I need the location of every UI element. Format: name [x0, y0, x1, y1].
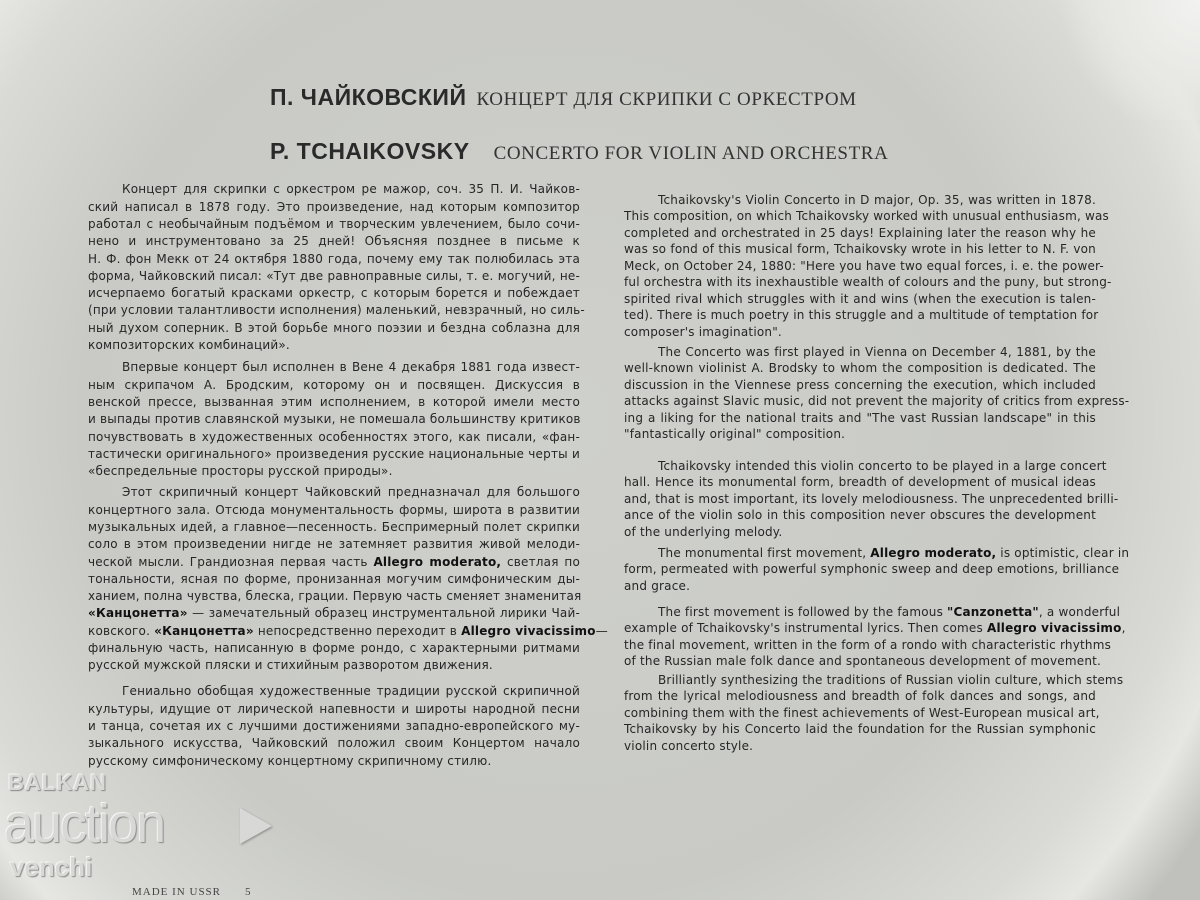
text-line: ский написал в 1878 году. Это произведение, над которым композитор — [88, 199, 580, 214]
text-line: «Канцонетта» — замечательный образец инструментальной лирики Чай- — [88, 606, 580, 621]
text-line: исчерпаемо богатый красками оркестр, с которым борется и побеждает — [88, 286, 580, 301]
text-line: the final movement, written in the form of a rondo with characteristic rhythms — [624, 637, 1112, 652]
bold-term: Allegro vivacissimo — [461, 623, 596, 638]
text-line: ковского. «Канцонетта» непосредственно переходит в Allegro vivacissimo— — [88, 623, 608, 638]
text-line: форма, Чайковский писал: «Тут две равноправные силы, т. е. могучий, не- — [88, 268, 580, 283]
text-line: тональности, ясная по форме, пронизанная могучим симфоническим ды- — [88, 571, 580, 586]
page-number: 5 — [245, 886, 252, 898]
watermark-auction: auction — [4, 794, 165, 854]
english-paragraph — [624, 344, 1130, 443]
text-line: well-known violinist A. Brodsky to whom the composition is dedicated. The — [624, 361, 1096, 376]
text-line: was so fond of this musical form, Tchaikovsky wrote in his letter to N. F. von — [624, 242, 1096, 257]
watermark-balkan: BALKAN — [8, 770, 107, 795]
bold-term: Allegro moderato, — [373, 554, 502, 569]
russian-column — [88, 0, 608, 770]
footer — [132, 886, 252, 898]
text-line: финальную часть, написанную в форме рондо, с характерными ритмами — [88, 641, 580, 656]
text-line: почувствовать в художественных особенностях этого, как писали, «фан- — [88, 429, 580, 444]
text-line: ханием, полна чувства, блеска, грации. Первую часть сменяет знаменитая — [88, 589, 582, 604]
russian-paragraph — [88, 683, 580, 769]
bold-term: «Канцонетта» — [88, 606, 188, 621]
text-line: completed and orchestrated in 25 days! Explaining later the reason why he — [624, 225, 1096, 240]
bold-term: Allegro moderato, — [870, 545, 997, 560]
text-line: and grace. — [624, 578, 691, 593]
text-line: русскому симфоническому концертному скрипичному стилю. — [88, 753, 492, 768]
composer-name-en: P. TCHAIKOVSKY — [270, 138, 470, 164]
text-line: ческой мысли. Грандиозная первая часть Allegro moderato, светлая по — [88, 554, 580, 569]
watermark-venchi: venchi — [10, 852, 93, 882]
text-line: музыкальных идей, а главное—песенность. Беспримерный полет скрипки — [88, 519, 580, 534]
text-line: Н. Ф. фон Мекк от 24 октября 1880 года, почему ему так полюбилась эта — [88, 251, 580, 266]
text-line: form, permeated with powerful symphonic sweep and deep emotions, brilliance — [624, 562, 1120, 577]
english-paragraph — [624, 604, 1126, 670]
text-line: This composition, on which Tchaikovsky worked with unusual enthusiasm, was — [624, 209, 1110, 224]
text-line: composer's imagination". — [624, 324, 782, 339]
text-line: концертного зала. Отсюда монументальность формы, широта в развитии — [88, 502, 580, 517]
text-line: The Concerto was first played in Vienna on December 4, 1881, by the — [658, 344, 1096, 359]
text-line: Tchaikovsky's Violin Concerto in D major, Op. 35, was written in 1878. — [658, 192, 1096, 207]
english-paragraph — [624, 545, 1130, 595]
text-line: Brilliantly synthesizing the traditions of Russian violin culture, which stems — [658, 672, 1124, 687]
text-line: and, that is most important, its lovely melodiousness. The unprecedented brilli- — [624, 491, 1119, 506]
composer-name-ru: П. ЧАЙКОВСКИЙ — [270, 84, 467, 110]
text-line: The first movement is followed by the famous "Canzonetta", a wonderful — [658, 604, 1121, 619]
text-line: violin concerto style. — [624, 738, 754, 753]
text-line: attacks against Slavic music, did not prevent the majority of critics from express- — [624, 394, 1130, 409]
watermark-play-icon — [240, 808, 272, 844]
text-line: зыкального искусства, Чайковский положил своим Концертом начало — [88, 736, 580, 751]
text-line: ным скрипачом А. Бродским, которому он и посвящен. Дискуссия в — [88, 377, 580, 392]
text-line: культуры, идущие от лирической напевности и широты народной песни — [88, 701, 580, 716]
english-paragraph — [624, 672, 1124, 755]
text-line: тастически оригинального» произведения русские национальные черты и — [88, 446, 580, 461]
text-line: spirited rival which struggles with it and wins (when the execution is talen- — [624, 291, 1096, 306]
text-line: hall. Hence its monumental form, breadth of development of musical ideas — [624, 475, 1096, 490]
english-paragraph — [624, 458, 1119, 541]
text-line: Гениально обобщая художественные традиции русской скрипичной — [122, 684, 580, 699]
text-line: Meck, on October 24, 1880: "Here you have two equal forces, i. e. the power- — [624, 258, 1104, 273]
text-line: (при условии талантливости исполнения) маленький, невзрачный, но силь- — [88, 303, 585, 318]
text-line: ful orchestra with its inexhaustible wealth of colours and the puny, but strong- — [624, 275, 1112, 290]
text-line: ing a liking for the national traits and "The vast Russian landscape" in this — [624, 410, 1096, 425]
russian-paragraph — [88, 484, 608, 674]
text-line: combining them with the finest achievements of West-European musical art, — [624, 705, 1100, 720]
text-line: и выпады против славянской музыки, не помешала большинству критиков — [88, 412, 581, 427]
text-line: работал с необычайным подъёмом и творческим увлечением, было сочи- — [88, 216, 580, 231]
english-paragraph — [624, 192, 1112, 341]
text-line: ance of the violin solo in this composition never obscures the development — [624, 508, 1096, 523]
text-line: Этот скрипичный концерт Чайковский предназначал для большого — [122, 485, 580, 500]
text-line: «беспредельные просторы русской природы». — [88, 464, 393, 479]
text-line: The monumental first movement, Allegro moderato, is optimistic, clear in — [658, 545, 1130, 560]
text-line: ted). There is much poetry in this struggle and a multitude of temptation for — [624, 308, 1099, 323]
text-line: discussion in the Viennese press concerning the execution, which included — [624, 377, 1096, 392]
text-line: и танца, сочетая их с лучшими достижениями западно-европейского му- — [88, 718, 580, 733]
text-line: нено и инструментовано за 25 дней! Объясняя позднее в письме к — [88, 234, 580, 249]
text-line: Tchaikovsky by his Concerto laid the foundation for the Russian symphonic — [624, 722, 1096, 737]
bold-term: "Canzonetta" — [947, 604, 1039, 619]
made-in-ussr: MADE IN USSR — [132, 886, 222, 898]
text-line: венской прессе, вызванная этим исполнением, в которой имели место — [88, 394, 580, 409]
text-line: русской мужской пляски и стихийным разворотом движения. — [88, 658, 493, 673]
text-line: from the lyrical melodiousness and breadth of folk dances and songs, and — [624, 689, 1096, 704]
text-line: Концерт для скрипки с оркестром ре мажор, соч. 35 П. И. Чайков- — [122, 182, 580, 197]
text-line: композиторских комбинаций». — [88, 338, 290, 353]
work-title-en: CONCERTO FOR VIOLIN AND ORCHESTRA — [493, 143, 889, 164]
russian-paragraph — [88, 359, 580, 480]
english-column — [624, 0, 1130, 770]
bold-term: Allegro vivacissimo — [986, 621, 1122, 636]
text-line: "fantastically original" composition. — [624, 427, 846, 442]
text-line: Впервые концерт был исполнен в Вене 4 декабря 1881 года извест- — [122, 360, 580, 375]
text-line: ный духом соперник. В этой борьбе много поэзии и бездна соблазна для — [88, 320, 580, 335]
work-title-ru: КОНЦЕРТ ДЛЯ СКРИПКИ С ОРКЕСТРОМ — [476, 89, 857, 110]
text-line: Tchaikovsky intended this violin concerto to be played in a large concert — [658, 458, 1107, 473]
text-line: example of Tchaikovsky's instrumental lyrics. Then comes Allegro vivacissimo, — [624, 621, 1126, 636]
text-line: of the underlying melody. — [624, 524, 783, 539]
bold-term: «Канцонетта» — [154, 623, 254, 638]
text-line: of the Russian male folk dance and spontaneous development of movement. — [624, 654, 1102, 669]
text-line: соло в этом произведении нигде не затемняет развития живой мелоди- — [88, 537, 580, 552]
russian-paragraph — [88, 181, 585, 354]
